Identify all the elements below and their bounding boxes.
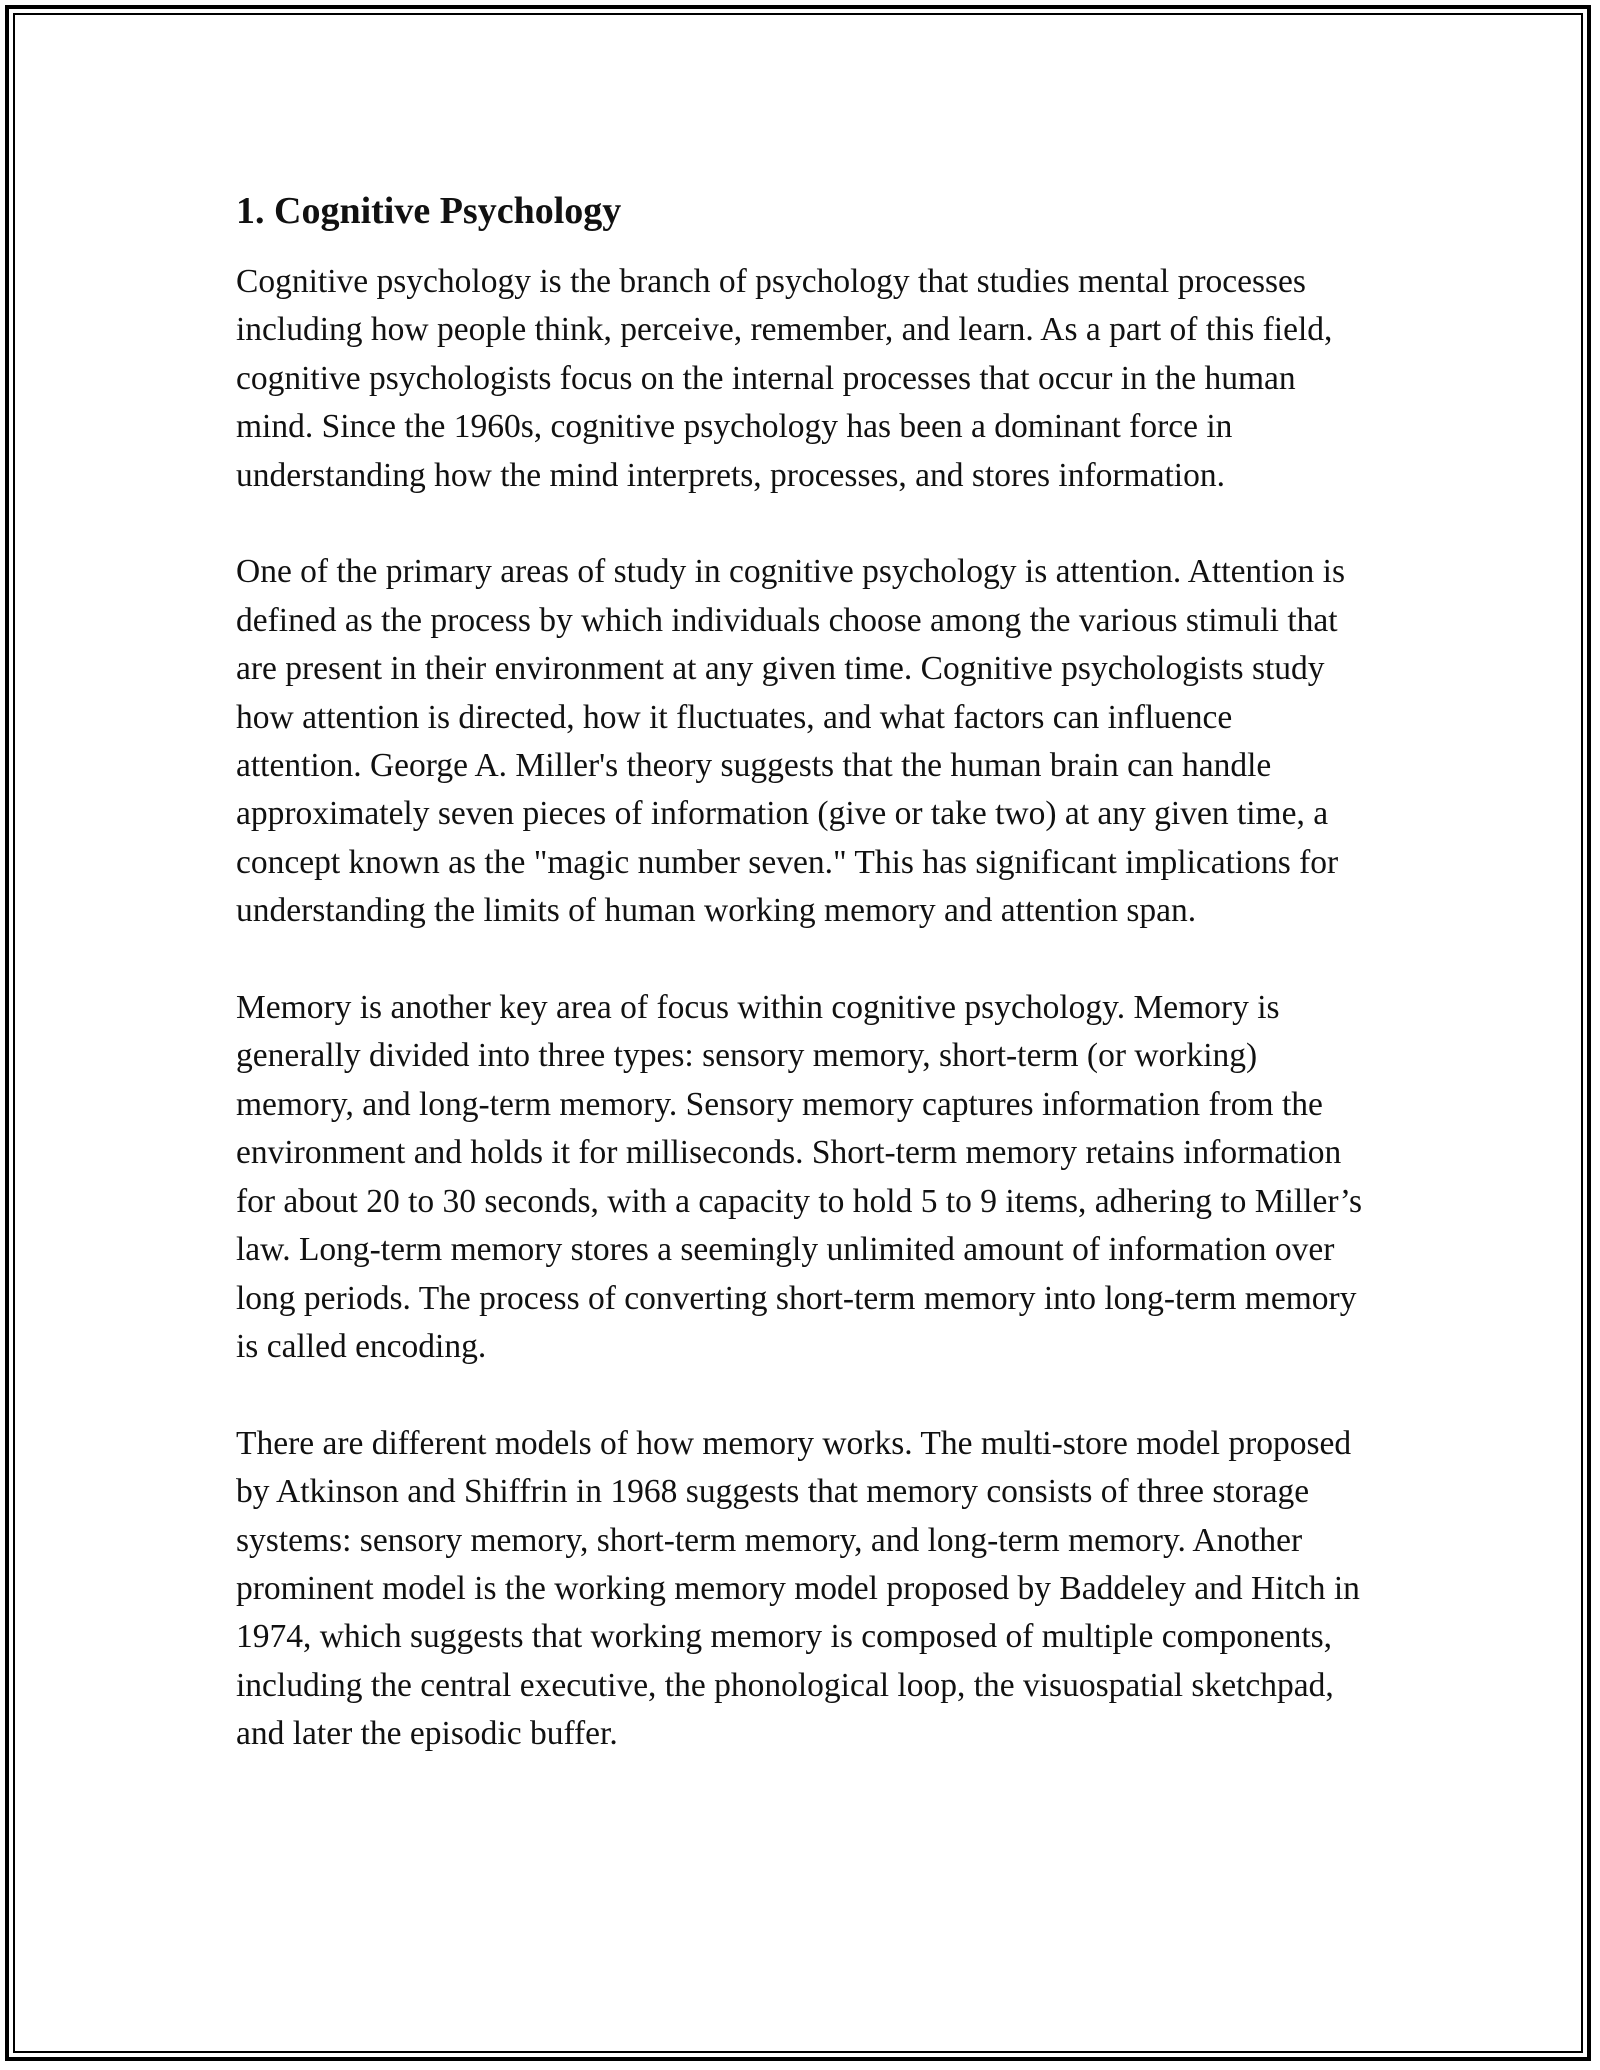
document-body (236, 186, 1366, 1807)
paragraph-memory-types: Memory is another key area of focus within cognitive psychology. Memory is generally divided into three types: sensory memory, short-term (or working) memory, and long-term memory. Sensory memory captures information from the environment and holds it for milliseconds. Short-term memory retains information for about 20 to 30 seconds, with a capacity to hold 5 to 9 items, adhering to Miller’s law. Long-term memory stores a seemingly unlimited amount of information over long periods. The process of converting short-term memory into long-term memory is called encoding. (236, 989, 1363, 1365)
paragraph-introduction: Cognitive psychology is the branch of psychology that studies mental processes including how people think, perceive, remember, and learn. As a part of this field, cognitive psychologists focus on the internal processes that occur in the human mind. Since the 1960s, cognitive psychology has been a dominant force in understanding how the mind interprets, processes, and stores information. (236, 263, 1333, 494)
paragraph-attention: One of the primary areas of study in cognitive psychology is attention. Attention is defined as the process by which individuals choose among the various stimuli that are present in their environment at any given time. Cognitive psychologists study how attention is directed, how it fluctuates, and what factors can influence attention. George A. Miller's theory suggests that the human brain can handle approximately seven pieces of information (give or take two) at any given time, a concept known as the "magic number seven." This has significant implications for understanding the limits of human working memory and attention span. (236, 553, 1346, 930)
paragraph-memory-models: There are different models of how memory works. The multi-store model proposed by Atkinson and Shiffrin in 1968 suggests that memory consists of three storage systems: sensory memory, short-term memory, and long-term memory. Another prominent model is the working memory model proposed by Baddeley and Hitch in 1974, which suggests that working memory is composed of multiple components, including the central executive, the phonological loop, the visuospatial sketchpad, and later the episodic buffer. (236, 1424, 1360, 1753)
section-heading: 1. Cognitive Psychology (236, 190, 622, 232)
